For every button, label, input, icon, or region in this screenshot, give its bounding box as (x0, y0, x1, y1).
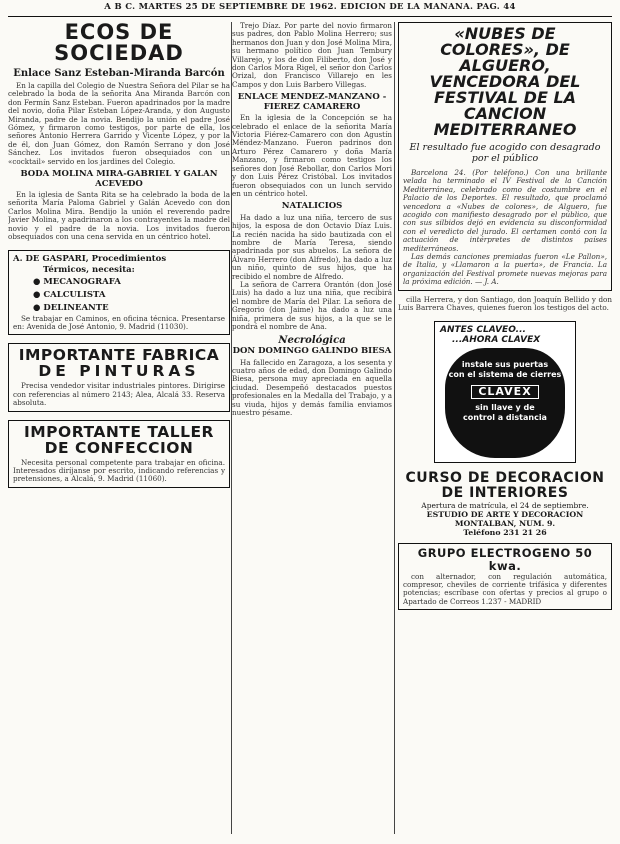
festival-headline: «NUBES DE COLORES», DE ALGUERO, VENCEDORA DEL FESTIVAL DE LA CANCION MEDITERRANEO (429, 24, 581, 139)
ad-confeccion-title2: DE CONFECCION (44, 438, 194, 457)
ad-gaspari-line2: Térmicos, necesita: (43, 264, 135, 275)
column-right (398, 22, 612, 834)
column-left (8, 22, 230, 834)
ad-grupo-title: GRUPO ELECTROGENO 50 kwa. (417, 545, 593, 573)
ad-gaspari-name: A. DE GASPARI, Procedimientos (13, 253, 167, 264)
article-paragraph: En la iglesia de la Concepción se ha celebrado el enlace de la señorita María Victoria Fiérez-Camarero con don Agustín Méndez-Manzano. Fueron padrinos don Arturo Pérez Camarero y doña María Manzano, y firmaron como testigos los señores don José Rebollar, don Carlos Mori y don Luis Pérez Cristóbal. Los invitados fueron obsequiados con un lunch servido en un céntrico hotel. (232, 113, 392, 198)
article-title-boda-molina: BODA MOLINA MIRA-GABRIEL Y GALAN ACEVEDO (20, 169, 218, 189)
section-title-line2: SOCIEDAD (54, 41, 184, 65)
ad-clavex-top: ANTES CLAVEO... ...AHORA CLAVEX (440, 324, 541, 345)
ad-gaspari-text: Se trabajar en Caminos, en oficina técnica. Presentarse en: Avenida de José Antonio, 9. Madrid (11030). (13, 313, 225, 331)
article-paragraph: Ha dado a luz una niña, tercero de sus hijos, la esposa de don Octavio Díaz Luis. La recién nacida ha sido bautizada con el nombre de María Teresa, siendo apadrinada por sus abuelos. La señora de Álvaro Herrero (don Alfredo), ha dado a luz un niño, quinto de sus hijos, que ha recibido el nombre de Alfredo. (232, 212, 392, 281)
article-paragraph: En la capilla del Colegio de Nuestra Señora del Pilar se ha celebrado la boda de la señorita Ana Miranda Barcón con don Fermín Sanz Esteban. Fueron apadrinados por la madre del novio, doña Pilar Esteban López-Aranda, y don Augusto Miranda, padre de la novia. Bendijo la unión el padre José Gómez, y firmaron como testigos, por parte de ella, los señores Antonio Herrera Garrido y Vicente López, y por la de él, don Juan Gómez, don Ramón Serrano y don José Sánchez. Los invitados fueron obsequiados con un «cocktail» servido en los jardines del Colegio. (8, 81, 230, 166)
clavex-logo: CLAVEX (471, 385, 538, 399)
section-title-necrologica: Necrológica (278, 334, 346, 346)
ad-curso-title2: DE INTERIORES (441, 484, 569, 501)
article-paragraph: La señora de Carrera Orantón (don José Luis) ha dado a luz una niña, que recibirá el nombre de María del Pilar. La señora de Gregorio (don Jaime) ha dado a luz una niña, primera de sus hijos, a la que se le pondrá el nombre de Ana. (232, 280, 392, 332)
ad-grupo-text: con alternador, con regulación automática, compresor, cheviles de corriente trifásica y diferentes potencias; escríbase con ofertas y precios al grupo o Apartado de Correos 1.237 - MADRID (403, 571, 607, 606)
ad-curso (398, 471, 612, 537)
article-paragraph: En la iglesia de Santa Rita se ha celebrado la boda de la señorita María Paloma Gabriel y Galán Acevedo con don Carlos Molina Mira. Bendijo la unión el reverendo padre Javier Molina, y apadrinaron a los contrayentes la madre del novio y el padre de la novia. Los invitados fueron obsequiados con una cena servida en un céntrico hotel. (8, 190, 230, 242)
article-paragraph: Trejo Díaz. Por parte del novio firmaron sus padres, don Pablo Molina Herrero; sus hermanos don Juan y don José Molina Mira, su hermano político don Juan Tembury Villarejo, y los de don Filiberto, don José y don Carlos Mora Rigel, el señor don Carlos Orizal, don Francisco Villarejo en les Campos y don Luis Barbero Villegas. (232, 22, 392, 89)
article-continuation (398, 296, 612, 313)
article-paragraph: Las demás canciones premiadas fueron «Le Pallon», de Italia, y «Llamaron a la puerta», de Francia. La organización del Festival promete nuevas mejoras para la próxima edición. — J. A. (403, 252, 607, 287)
festival-subheadline: El resultado fue acogido con desagrado por el público (409, 142, 601, 164)
article-paragraph: Barcelona 24. (Por teléfono.) Con una brillante velada ha terminado el IV Festival de la Canción Mediterránea, celebrado como de costumbre en el Palacio de los Deportes. El resultado, que proclamó vencedora a «Nubes de colores», de Alguero, fue acogido con manifiesto desagrado por el público, que con sus silbidos dejó en evidencia su disconformidad con el veredicto del jurado. El certamen contó con la actuación de intérpretes de distintos países mediterráneos. (403, 168, 607, 253)
article-title-enlace-sanz: Enlace Sanz Esteban-Miranda Barcón (13, 68, 225, 79)
article-title-enlace-mendez: ENLACE MENDEZ-MANZANO - FIEREZ CAMARERO (237, 92, 387, 112)
section-title-natalicios: NATALICIOS (281, 201, 343, 212)
necrologica-body (232, 359, 392, 418)
ad-gaspari (8, 250, 230, 336)
ad-grupo (398, 543, 612, 611)
article-paragraph: cilla Herrera, y don Santiago, don Joaquín Bellido y don Luis Barrera Chaves, quienes fueron los testigos del acto. (398, 294, 612, 313)
ad-pinturas-title2: DE PINTURAS (38, 362, 200, 381)
necrologica-name: DON DOMINGO GALINDO BIESA (232, 346, 392, 356)
article-continuation (232, 22, 392, 89)
ad-pinturas-text: Precisa vendedor visitar industriales pintores. Dirigirse con referencias al número 2143; Alea, Alcalá 33. Reserva absoluta. (13, 381, 225, 408)
natalicios-body (232, 214, 392, 332)
festival-article (398, 22, 612, 291)
ad-confeccion (8, 420, 230, 488)
festival-body (403, 169, 607, 287)
ad-clavex-disc: instale sus puertas con el sistema de cierres CLAVEX sin llave y de control a distancia (445, 348, 565, 458)
section-title-line1: ECOS DE (64, 22, 174, 44)
header-rule (8, 16, 612, 17)
ad-pinturas-title1: IMPORTANTE FABRICA (18, 346, 220, 365)
ad-curso-addr2: MONTALBAN, NUM. 9. (454, 518, 556, 528)
ad-curso-text: Apertura de matrícula, el 24 de septiembre. (421, 500, 589, 510)
article-body-enlace-mendez (232, 114, 392, 198)
page-header: A B C. MARTES 25 DE SEPTIEMBRE DE 1962. EDICION DE LA MAÑANA. PAG. 44 (104, 2, 516, 12)
ad-gaspari-item: ● DELINEANTE (33, 302, 109, 313)
ad-curso-title1: CURSO DE DECORACION (405, 469, 605, 486)
ad-confeccion-text: Necesita personal competente para trabajar en oficina. Interesados diríjanse por escrito, indicando referencias y pretensiones, a Alcalá, 9. Madrid (11060). (13, 457, 225, 484)
ad-curso-phone: Teléfono 231 21 26 (463, 527, 547, 537)
ad-confeccion-title1: IMPORTANTE TALLER (23, 422, 214, 441)
ad-gaspari-item: ● CALCULISTA (33, 289, 106, 300)
ad-pinturas (8, 343, 230, 411)
article-body-enlace-sanz (8, 82, 230, 166)
article-body-boda-molina (8, 191, 230, 241)
ad-clavex (434, 321, 576, 463)
column-divider (394, 22, 395, 834)
article-paragraph: Ha fallecido en Zaragoza, a los sesenta y cuatro años de edad, don Domingo Galindo Biesa, persona muy apreciada en aquella ciudad. Desempeñó destacados puestos profesionales en la Medalla del Trabajo, y a su viuda, hijos y demás familia enviamos nuestro pésame. (232, 357, 392, 417)
column-middle (232, 22, 392, 834)
ad-curso-addr1: ESTUDIO DE ARTE Y DECORACION (426, 509, 584, 519)
ad-gaspari-item: ● MECANOGRAFA (33, 276, 121, 287)
